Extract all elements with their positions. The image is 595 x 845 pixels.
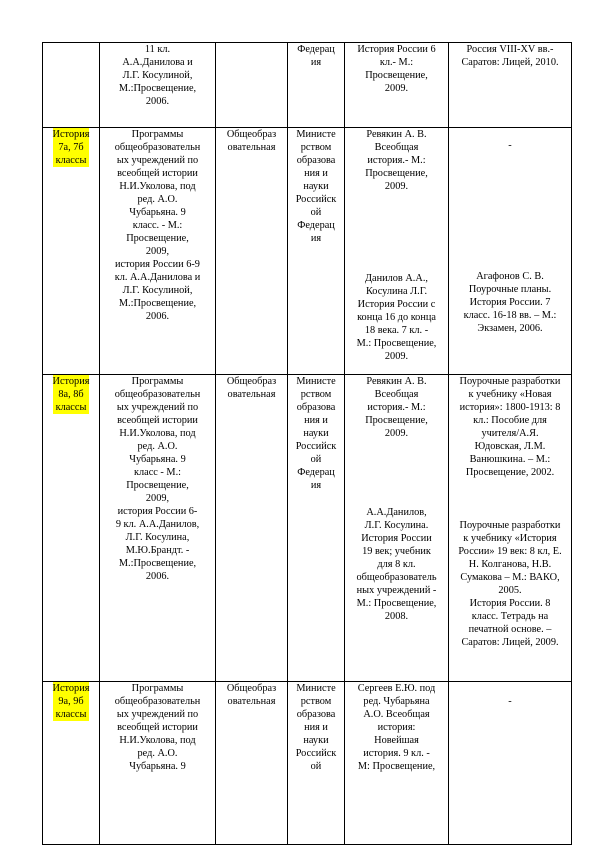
cell-text-line: образова <box>296 402 336 413</box>
cell-text-line: ред. А.О. <box>137 194 178 205</box>
cell-text-line: науки <box>303 428 329 439</box>
cell-text-line: Общеобраз <box>226 376 277 387</box>
cell-type <box>216 128 288 375</box>
cell-text-line: История России. 7 <box>469 297 551 308</box>
cell-text-line: 19 век; учебник <box>362 546 431 557</box>
cell-class-label <box>43 43 100 128</box>
cell-text-line: ых учреждений по <box>116 709 199 720</box>
cell-text-line: 2009, <box>145 493 170 504</box>
cell-text-line: История России 6 <box>357 44 436 55</box>
cell-text-line: - <box>508 140 512 151</box>
cell-text-line: ых учреждений по <box>116 155 199 166</box>
cell-text-line: Л.Г. Косулиной, <box>122 70 193 81</box>
cell-type <box>216 375 288 682</box>
cell-textbook <box>345 682 449 845</box>
cell-text-line: - <box>508 696 512 707</box>
cell-text-line: класс. 16-18 вв. – М.: <box>463 310 557 321</box>
cell-text-line: А.О. Всеобщая <box>363 709 430 720</box>
cell-text-line: 2006. <box>145 96 170 107</box>
cell-text-line: общеобразовательн <box>114 696 201 707</box>
class-label-line: История <box>52 129 90 140</box>
class-label-line: классы <box>55 709 87 720</box>
class-label-line: 7а, 7б <box>58 142 84 153</box>
cell-text-line: История России. 8 <box>469 598 551 609</box>
cell-text-line: класс. Тетрадь на <box>471 611 549 622</box>
cell-text-line: 2009. <box>384 181 409 192</box>
cell-text-line: Н. Колганова, Н.В. <box>468 559 552 570</box>
cell-type <box>216 682 288 845</box>
cell-text-line: всеобщей истории <box>117 168 198 179</box>
cell-approval <box>288 375 345 682</box>
cell-text-line: Л.Г. Косулина, <box>125 532 190 543</box>
cell-text-line: Поурочные разработки <box>459 520 561 531</box>
cell-text-line: Министе <box>296 129 336 140</box>
cell-text-line: 2009. <box>384 351 409 362</box>
cell-text-line: Российск <box>295 748 337 759</box>
cell-text-line: Россия VIII-XV вв.- <box>466 44 554 55</box>
cell-class-label <box>43 375 100 682</box>
cell-text-line: Просвещение, <box>126 480 189 491</box>
cell-program <box>100 375 216 682</box>
cell-text-line: печатной основе. – <box>468 624 552 635</box>
cell-text-line: Просвещение, 2002. <box>465 467 555 478</box>
cell-text-line: 2009, <box>145 246 170 257</box>
cell-text-line: М.: Просвещение, <box>356 598 437 609</box>
class-label-line: классы <box>55 155 87 166</box>
class-label-line: 9а, 9б <box>58 696 84 707</box>
class-label-line: История <box>52 683 90 694</box>
cell-approval <box>288 128 345 375</box>
cell-text-line: Чубарьяна. 9 <box>129 454 186 465</box>
cell-aids <box>449 682 572 845</box>
cell-text-line: Общеобраз <box>226 129 277 140</box>
cell-text-line: науки <box>303 181 329 192</box>
cell-text-line: для 8 кл. <box>377 559 416 570</box>
cell-text-line: история»: 1800-1913: 8 <box>459 402 561 413</box>
cell-program <box>100 43 216 128</box>
cell-text-line: история.- М.: <box>367 402 426 413</box>
cell-text-line: Просвещение, <box>365 415 428 426</box>
cell-text-line: Чубарьяна. 9 <box>129 207 186 218</box>
cell-text-line: ния и <box>304 168 328 179</box>
cell-text-line: к учебнику «Новая <box>468 389 552 400</box>
cell-text-line: Общеобраз <box>226 683 277 694</box>
cell-text-line: Юдовская, Л.М. <box>474 441 546 452</box>
cell-text-line: Федерац <box>297 44 335 55</box>
cell-text-line: Ревякин А. В. <box>366 376 427 387</box>
cell-text-line: ия <box>310 480 322 491</box>
cell-aids <box>449 375 572 682</box>
cell-text-line: рством <box>300 142 332 153</box>
cell-text-line: Программы <box>131 376 184 387</box>
cell-text-line: ой <box>310 454 322 465</box>
cell-text-line: образова <box>296 155 336 166</box>
cell-text-line: класс - М.: <box>133 467 182 478</box>
cell-text-line: Просвещение, <box>365 70 428 81</box>
cell-text-line: кл. А.А.Данилова и <box>114 272 201 283</box>
cell-text-line: 2008. <box>384 611 409 622</box>
cell-text-line: овательная <box>227 142 276 153</box>
cell-text-line: Агафонов С. В. <box>476 271 544 282</box>
cell-text-line: рством <box>300 696 332 707</box>
class-label-highlight <box>53 128 90 167</box>
cell-aids <box>449 43 572 128</box>
cell-text-line: 18 века. 7 кл. - <box>364 325 429 336</box>
cell-text-line: М: Просвещение, <box>357 761 436 772</box>
cell-text-line: История России <box>361 533 432 544</box>
cell-text-line: Сергеев Е.Ю. под <box>357 683 436 694</box>
cell-text-line: ред. Чубарьяна <box>363 696 430 707</box>
cell-text-line: Российск <box>295 441 337 452</box>
cell-text-line: Ревякин А. В. <box>366 129 427 140</box>
cell-text-line: общеобразователь <box>356 572 437 583</box>
cell-text-line: Ванюшкина. – М.: <box>469 454 551 465</box>
cell-class-label <box>43 128 100 375</box>
table-row <box>43 682 572 845</box>
cell-text-line: Чубарьяна. 9 <box>129 761 186 772</box>
cell-text-line: кл.: Пособие для <box>473 415 547 426</box>
cell-text-line: Всеобщая <box>374 389 419 400</box>
cell-text-line: М.Ю.Брандт. - <box>125 545 190 556</box>
cell-text-line: 2009. <box>384 83 409 94</box>
cell-text-line: ных учреждений - <box>356 585 437 596</box>
cell-text-line: науки <box>303 735 329 746</box>
class-label-highlight <box>53 682 90 721</box>
cell-text-line: Всеобщая <box>374 142 419 153</box>
cell-text-line: Просвещение, <box>365 168 428 179</box>
cell-text-line: Н.И.Уколова, под <box>119 181 196 192</box>
cell-text-line: Просвещение, <box>126 233 189 244</box>
cell-approval <box>288 43 345 128</box>
cell-text-line: ия <box>310 57 322 68</box>
cell-text-line: Саратов: Лицей, 2010. <box>461 57 559 68</box>
cell-text-line: ых учреждений по <box>116 402 199 413</box>
cell-text-line: всеобщей истории <box>117 722 198 733</box>
cell-text-line: образова <box>296 709 336 720</box>
cell-text-line: Новейшая <box>374 735 419 746</box>
cell-text-line: к учебнику «История <box>463 533 557 544</box>
cell-text-line: 2009. <box>384 428 409 439</box>
cell-text-line: Поурочные планы. <box>468 284 552 295</box>
class-label-line: 8а, 8б <box>58 389 84 400</box>
cell-text-line: А.А.Данилов, <box>366 507 427 518</box>
cell-text-line: Данилов А.А., <box>365 273 428 284</box>
table-row <box>43 375 572 682</box>
cell-text-line: Поурочные разработки <box>459 376 561 387</box>
cell-text-line: 2006. <box>145 311 170 322</box>
cell-text-line: ния и <box>304 415 328 426</box>
cell-text-line: Российск <box>295 194 337 205</box>
table-row <box>43 128 572 375</box>
class-label-line: классы <box>55 402 87 413</box>
cell-text-line: Косулина Л.Г. <box>365 286 428 297</box>
cell-approval <box>288 682 345 845</box>
cell-text-line: 2005. <box>498 585 522 596</box>
cell-text-line: Программы <box>131 129 184 140</box>
table-row <box>43 43 572 128</box>
cell-text-line: учителя/А.Я. <box>481 428 539 439</box>
cell-text-line: кл.- М.: <box>379 57 414 68</box>
cell-text-line: история России 6- <box>117 506 198 517</box>
cell-text-line: М.:Просвещение, <box>118 83 197 94</box>
cell-text-line: Программы <box>131 683 184 694</box>
cell-text-line: История России с <box>357 299 436 310</box>
cell-text-line: общеобразовательн <box>114 389 201 400</box>
cell-text-line: Н.И.Уколова, под <box>119 735 196 746</box>
class-label-line: История <box>52 376 90 387</box>
cell-text-line: ой <box>310 761 322 772</box>
cell-type <box>216 43 288 128</box>
cell-text-line: ия <box>310 233 322 244</box>
curriculum-table <box>42 42 572 845</box>
class-label-highlight <box>53 375 90 414</box>
cell-text-line: 2006. <box>145 571 170 582</box>
cell-text-line: А.А.Данилова и <box>122 57 193 68</box>
cell-textbook <box>345 375 449 682</box>
cell-text-line: М.:Просвещение, <box>118 298 197 309</box>
cell-text-line: овательная <box>227 389 276 400</box>
cell-program <box>100 128 216 375</box>
cell-text-line: М.:Просвещение, <box>118 558 197 569</box>
cell-text-line: М.: Просвещение, <box>356 338 437 349</box>
cell-text-line: овательная <box>227 696 276 707</box>
cell-text-line: ред. А.О. <box>137 441 178 452</box>
cell-text-line: история.- М.: <box>367 155 426 166</box>
cell-text-line: история России 6-9 <box>115 259 200 270</box>
cell-class-label <box>43 682 100 845</box>
cell-text-line: Сумакова – М.: ВАКО, <box>460 572 560 583</box>
cell-text-line: Л.Г. Косулиной, <box>122 285 193 296</box>
cell-text-line: Л.Г. Косулина. <box>364 520 429 531</box>
cell-text-line: ния и <box>304 722 328 733</box>
cell-text-line: Министе <box>296 376 336 387</box>
cell-text-line: Министе <box>296 683 336 694</box>
cell-aids <box>449 128 572 375</box>
cell-text-line: 11 кл. <box>144 44 171 55</box>
cell-text-line: Саратов: Лицей, 2009. <box>461 637 559 648</box>
cell-text-line: общеобразовательн <box>114 142 201 153</box>
cell-text-line: Федерац <box>297 467 335 478</box>
cell-text-line: 9 кл. А.А.Данилов, <box>115 519 200 530</box>
cell-text-line: Н.И.Уколова, под <box>119 428 196 439</box>
cell-textbook <box>345 43 449 128</box>
cell-text-line: история: <box>377 722 416 733</box>
cell-text-line: конца 16 до конца <box>357 312 436 323</box>
cell-program <box>100 682 216 845</box>
cell-text-line: ред. А.О. <box>137 748 178 759</box>
cell-textbook <box>345 128 449 375</box>
cell-text-line: ой <box>310 207 322 218</box>
cell-text-line: класс. - М.: <box>132 220 183 231</box>
cell-text-line: России» 19 век: 8 кл, Е. <box>458 546 562 557</box>
cell-text-line: Экзамен, 2006. <box>477 323 543 334</box>
cell-text-line: Федерац <box>297 220 335 231</box>
cell-text-line: всеобщей истории <box>117 415 198 426</box>
cell-text-line: история. 9 кл. - <box>363 748 430 759</box>
cell-text-line: рством <box>300 389 332 400</box>
